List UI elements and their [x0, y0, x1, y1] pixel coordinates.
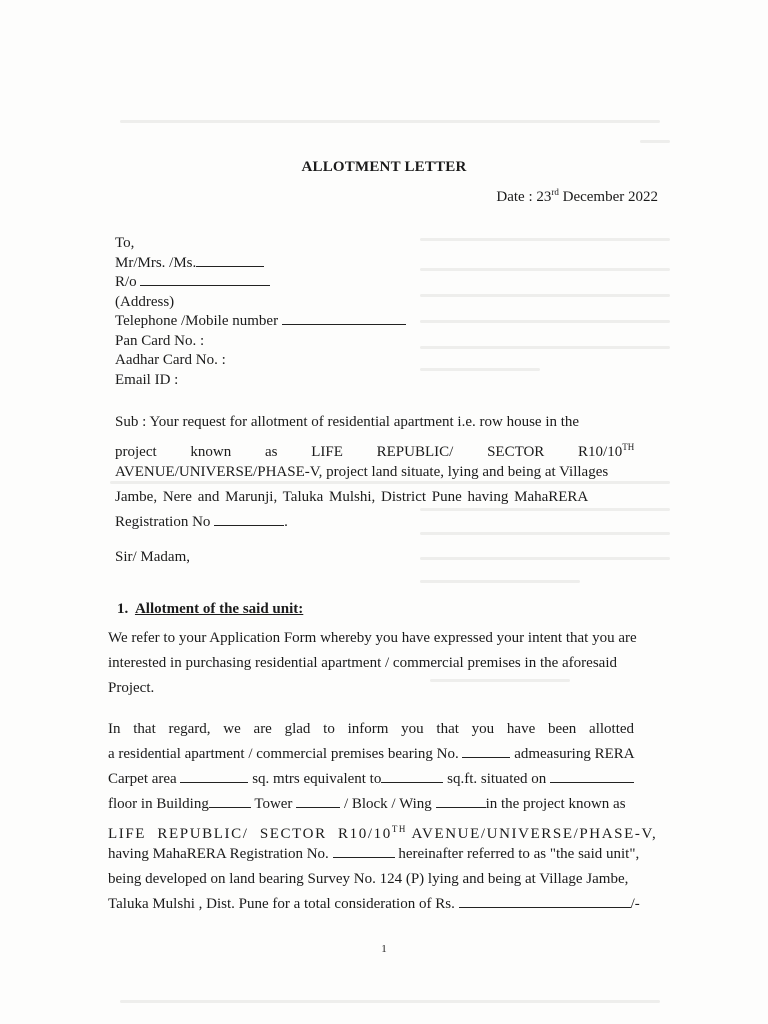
bleed-through-mark: [420, 557, 670, 560]
floor-label: sq.ft. situated on: [447, 771, 547, 787]
said-unit-label: hereinafter referred to as "the said unit",: [398, 846, 640, 862]
floor-blank: [550, 770, 634, 783]
date-label: Date : 23: [496, 189, 552, 205]
ro-blank: [140, 273, 270, 286]
bleed-through-mark: [420, 320, 670, 323]
section-number: 1.: [117, 601, 129, 617]
page-number: 1: [381, 943, 387, 955]
sqm-label: sq. mtrs equivalent to: [252, 771, 382, 787]
wing-label: / Block / Wing: [343, 796, 432, 812]
project-name: LIFE REPUBLIC/ SECTOR R10/10: [108, 826, 392, 842]
wing-blank: [436, 795, 486, 808]
carpet-area-label: Carpet area: [108, 771, 177, 787]
name-blank: [196, 254, 264, 267]
para1-line-1: We refer to your Application Form whereby you have expressed your intent that you are: [108, 630, 637, 646]
bleed-through-mark: [420, 346, 670, 349]
bleed-through-mark: [420, 580, 580, 583]
ro-line: [115, 273, 406, 293]
bleed-through-mark: [420, 268, 670, 271]
registration-blank: [214, 513, 284, 526]
para1-line-3: Project.: [108, 680, 155, 696]
date-rest: December 2022: [558, 189, 658, 205]
unit-number-blank: [462, 745, 510, 758]
section-title: Allotment of the said unit:: [134, 601, 304, 617]
subject-ordinal: TH: [622, 442, 635, 452]
phone-blank: [282, 312, 406, 325]
pan-line: Pan Card No. :: [115, 332, 205, 349]
recipient-address-block: [115, 234, 406, 390]
aadhar-line: Aadhar Card No. :: [115, 352, 226, 368]
tower-blank: [296, 795, 340, 808]
bleed-through-mark: [420, 294, 670, 297]
to-line: To,: [115, 235, 135, 251]
email-line: Email ID :: [115, 371, 179, 388]
building-blank: [209, 795, 251, 808]
letter-date: [496, 187, 658, 206]
subject-line-3: AVENUE/UNIVERSE/PHASE-V, project land situate, lying and being at Villages: [115, 464, 609, 480]
para2-line-3: [108, 767, 662, 792]
subject-line-4: Jambe, Nere and Marunji, Taluka Mulshi, District Pune having MahaRERA: [115, 489, 589, 505]
bleed-through-mark: [420, 368, 540, 371]
sqft-blank: [381, 770, 443, 783]
address-line: (Address): [115, 293, 175, 310]
para2-line-4: [108, 792, 662, 817]
section-1-heading: [117, 601, 303, 618]
project-known-label: in the project known as: [485, 796, 626, 812]
name-line: [115, 254, 406, 274]
unit-number-label: a residential apartment / commercial premises bearing No.: [108, 746, 459, 762]
para1-line-2: interested in purchasing residential apartment / commercial premises in the aforesaid: [108, 655, 617, 671]
phone-line: [115, 312, 406, 332]
registration-label: Registration No: [115, 514, 211, 530]
rera-label: admeasuring RERA: [514, 746, 635, 762]
date-ordinal: rd: [551, 187, 559, 197]
registration-period: .: [284, 514, 288, 530]
maharera-blank: [333, 845, 395, 858]
bleed-through-mark: [120, 1000, 660, 1003]
name-label: Mr/Mrs. /Ms.: [115, 254, 197, 271]
para2-line-6: [108, 842, 662, 867]
maharera-label: having MahaRERA Registration No.: [108, 846, 329, 862]
project-ordinal: TH: [391, 824, 408, 834]
consideration-blank: [459, 895, 631, 908]
para2-line-1: In that regard, we are glad to inform you that you have been allotted: [108, 721, 635, 737]
para2-line-7: being developed on land bearing Survey No. 124 (P) lying and being at Village Jambe,: [108, 871, 629, 887]
bleed-through-mark: [640, 140, 670, 143]
subject-line-5: [115, 510, 663, 535]
carpet-area-blank: [180, 770, 248, 783]
building-label: floor in Building: [108, 796, 209, 812]
consideration-suffix: /-: [630, 896, 640, 912]
para2-line-2: [108, 742, 662, 767]
project-phase: AVENUE/UNIVERSE/PHASE-V,: [411, 826, 658, 842]
bleed-through-mark: [420, 238, 670, 241]
consideration-label: Taluka Mulshi , Dist. Pune for a total consideration of Rs.: [108, 896, 455, 912]
subject-line-1: Sub : Your request for allotment of residential apartment i.e. row house in the: [115, 414, 580, 430]
bleed-through-mark: [120, 120, 660, 123]
salutation: Sir/ Madam,: [115, 549, 190, 565]
para2-line-8: [108, 892, 662, 917]
phone-label: Telephone /Mobile number: [115, 313, 279, 329]
tower-label: Tower: [254, 796, 293, 812]
ro-label: R/o: [115, 274, 137, 290]
letter-title: ALLOTMENT LETTER: [301, 159, 467, 175]
subject-project-name: project known as LIFE REPUBLIC/ SECTOR R10/10: [115, 444, 623, 460]
